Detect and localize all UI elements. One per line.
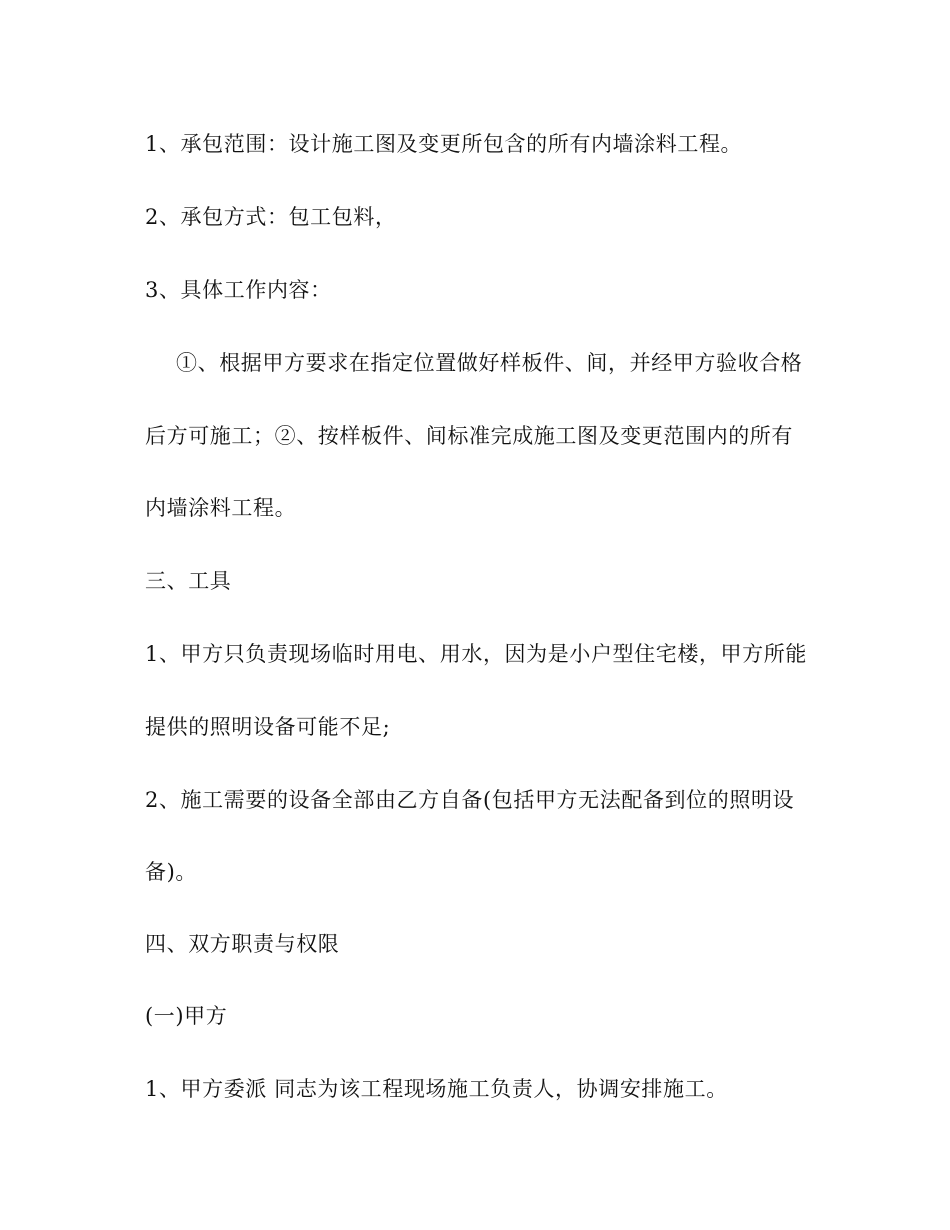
tools-clause-2-line-2: 备)。 <box>145 860 197 884</box>
clause-method: 2、承包方式：包工包料， <box>145 205 397 229</box>
clause-work-content-heading: 3、具体工作内容： <box>145 278 332 302</box>
subsection-heading-party-a: (一)甲方 <box>145 1004 228 1028</box>
section-heading-responsibilities: 四、双方职责与权限 <box>145 932 340 956</box>
work-content-line-2: 后方可施工；②、按样板件、间标准完成施工图及变更范围内的所有 <box>145 424 793 448</box>
clause-scope: 1、承包范围：设计施工图及变更所包含的所有内墙涂料工程。 <box>145 132 743 156</box>
section-heading-tools: 三、工具 <box>145 569 232 593</box>
tools-clause-2-line-1: 2、施工需要的设备全部由乙方自备(包括甲方无法配备到位的照明设 <box>145 788 795 812</box>
party-a-clause-1: 1、甲方委派 同志为该工程现场施工负责人，协调安排施工。 <box>145 1077 728 1101</box>
tools-clause-1-line-2: 提供的照明设备可能不足; <box>145 715 391 739</box>
work-content-line-3: 内墙涂料工程。 <box>145 496 297 520</box>
tools-clause-1-line-1: 1、甲方只负责现场临时用电、用水，因为是小户型住宅楼，甲方所能 <box>145 642 807 666</box>
work-content-line-1: ①、根据甲方要求在指定位置做好样板件、间，并经甲方验收合格 <box>176 351 803 375</box>
